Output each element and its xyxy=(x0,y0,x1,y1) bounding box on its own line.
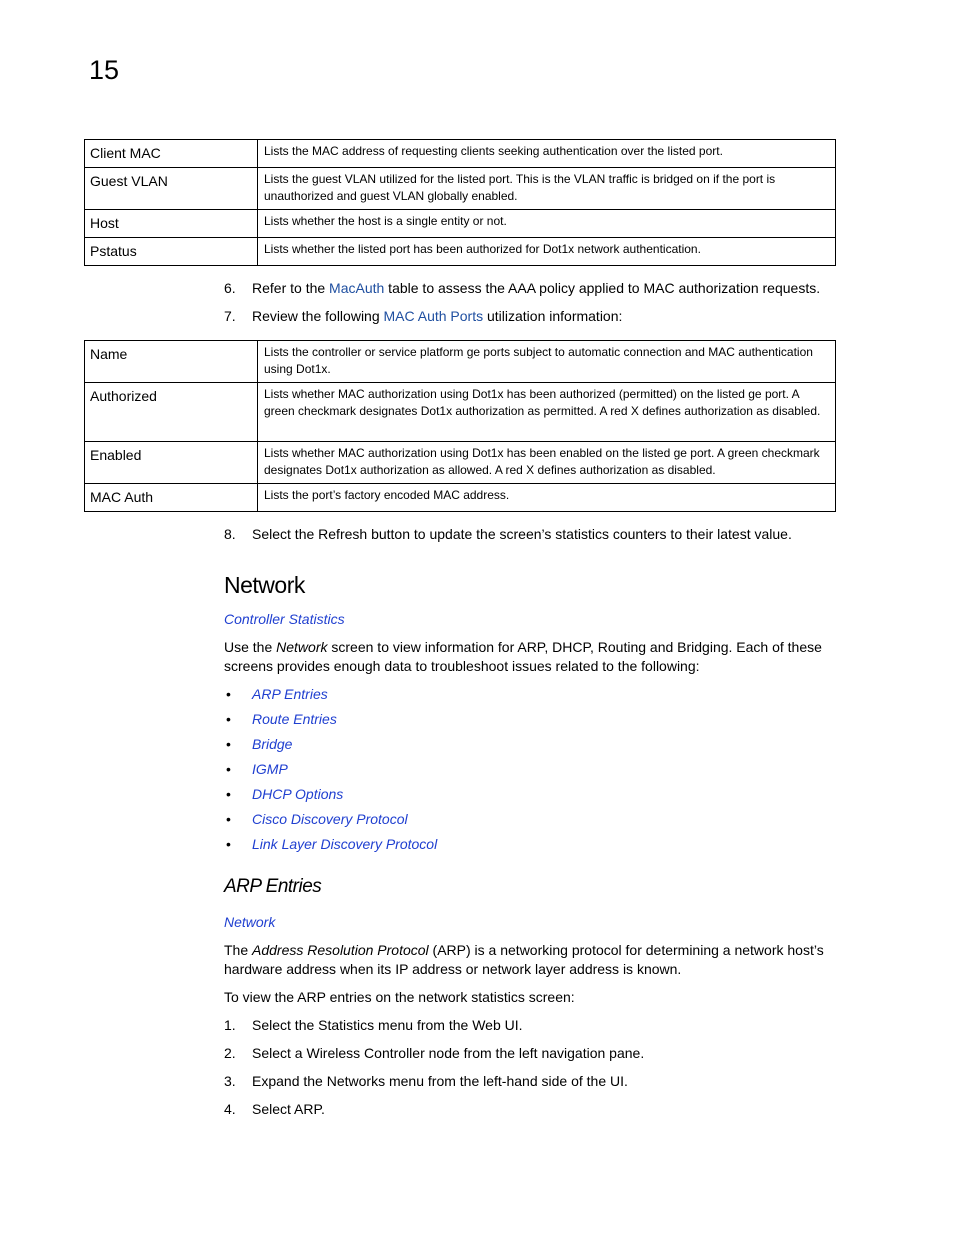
arp-step-1 xyxy=(224,1016,523,1035)
table-description: Lists whether the host is a single entity or not. xyxy=(258,210,836,238)
text-run: Use the xyxy=(224,639,277,655)
mac-auth-ports-link[interactable]: MAC Auth Ports xyxy=(383,308,484,324)
arp-entries-link[interactable]: ARP Entries xyxy=(252,686,328,702)
step-number: 2. xyxy=(224,1045,236,1061)
text-run: (ARP) is a networking protocol for determining a network host’s hardware address when its IP address or network layer address is known. xyxy=(224,942,824,977)
table-term: Host xyxy=(85,210,258,238)
ui-label: Statistics xyxy=(318,1017,375,1033)
port-details-table xyxy=(84,139,836,266)
step-text: Select the xyxy=(252,1017,319,1033)
table-term: Name xyxy=(85,341,258,383)
controller-statistics-link[interactable]: Controller Statistics xyxy=(224,611,345,627)
table-description: Lists whether MAC authorization using Dot1x has been authorized (permitted) on the listed ge port. A green checkmark designates Dot1x authorization as permitted. A red X defines authorization as disabled. xyxy=(258,383,836,442)
route-entries-link[interactable]: Route Entries xyxy=(252,711,337,727)
step-text: button to update the screen’s statistics counters to their latest value. xyxy=(367,526,792,542)
bullet: • xyxy=(226,786,231,802)
link-layer-discovery-protocol-link[interactable]: Link Layer Discovery Protocol xyxy=(252,836,438,852)
step-text: Select the xyxy=(252,526,319,542)
list-item xyxy=(224,760,437,785)
table-term: Client MAC xyxy=(85,140,258,168)
list-item xyxy=(224,735,437,760)
refresh-label: Refresh xyxy=(318,526,368,542)
arp-step-3 xyxy=(224,1072,628,1091)
arp-instruction-paragraph: To view the ARP entries on the network statistics screen: xyxy=(224,989,575,1005)
step-number: 6. xyxy=(224,280,236,296)
ui-label: ARP xyxy=(294,1101,322,1117)
breadcrumb-link xyxy=(224,913,854,932)
table-row xyxy=(85,341,836,383)
igmp-link[interactable]: IGMP xyxy=(252,761,288,777)
table-term: Authorized xyxy=(85,383,258,442)
section-heading-arp-entries: ARP Entries xyxy=(224,876,322,897)
step-7 xyxy=(224,307,622,326)
table-term: MAC Auth xyxy=(85,484,258,512)
macauth-link[interactable]: MacAuth xyxy=(329,280,385,296)
step-text: Refer to the xyxy=(252,280,330,296)
bullet: • xyxy=(226,736,231,752)
step-8 xyxy=(224,525,792,544)
bullet: • xyxy=(226,811,231,827)
table-row xyxy=(85,210,836,238)
cisco-discovery-protocol-link[interactable]: Cisco Discovery Protocol xyxy=(252,811,408,827)
bullet: • xyxy=(226,836,231,852)
arp-intro-paragraph xyxy=(224,941,854,979)
breadcrumb-link xyxy=(224,610,854,629)
table-description: Lists the guest VLAN utilized for the listed port. This is the VLAN traffic is bridged on if the port is unauthorized and guest VLAN globally enabled. xyxy=(258,168,836,210)
table-row xyxy=(85,168,836,210)
table-description: Lists the MAC address of requesting clients seeking authentication over the listed port. xyxy=(258,140,836,168)
step-text: Select xyxy=(252,1101,295,1117)
bullet: • xyxy=(226,761,231,777)
step-text: menu from the left-hand side of the UI. xyxy=(385,1073,628,1089)
list-item xyxy=(224,785,437,810)
table-description: Lists the port’s factory encoded MAC address. xyxy=(258,484,836,512)
list-item xyxy=(224,710,437,735)
ui-label: Wireless Controller xyxy=(306,1045,425,1061)
table-description: Lists the controller or service platform ge ports subject to automatic connection and MAC authentication using Dot1x. xyxy=(258,341,836,383)
mac-auth-ports-table xyxy=(84,340,836,512)
step-6 xyxy=(224,279,820,298)
text-run: screen to view information for ARP, DHCP, Routing and Bridging. Each of these screens provides enough data to troubleshoot issues related to the following: xyxy=(224,639,822,674)
step-number: 1. xyxy=(224,1017,236,1033)
step-text: . xyxy=(321,1101,325,1117)
table-row xyxy=(85,484,836,512)
bullet: • xyxy=(226,686,231,702)
step-text: Expand the xyxy=(252,1073,327,1089)
table-row xyxy=(85,140,836,168)
step-text: table to assess the AAA policy applied to MAC authorization requests. xyxy=(384,280,821,296)
network-link[interactable]: Network xyxy=(224,914,276,930)
table-description: Lists whether the listed port has been authorized for Dot1x network authentication. xyxy=(258,238,836,266)
arp-step-4 xyxy=(224,1100,325,1119)
section-heading-network: Network xyxy=(224,572,305,598)
dhcp-options-link[interactable]: DHCP Options xyxy=(252,786,344,802)
step-text: node from the left navigation pane. xyxy=(424,1045,645,1061)
table-row xyxy=(85,442,836,484)
step-text: utilization information: xyxy=(483,308,623,324)
chapter-number: 15 xyxy=(89,55,120,85)
table-description: Lists whether MAC authorization using Dot1x has been enabled on the listed ge port. A green checkmark designates Dot1x authorization as allowed. A red X defines authorization as disabled. xyxy=(258,442,836,484)
table-row xyxy=(85,238,836,266)
list-item xyxy=(224,835,437,860)
network-intro-paragraph xyxy=(224,638,854,676)
network-topics-list xyxy=(224,685,437,860)
emphasis-text: Network xyxy=(276,639,328,655)
bullet: • xyxy=(226,711,231,727)
bridge-link[interactable]: Bridge xyxy=(252,736,293,752)
table-row xyxy=(85,383,836,442)
step-text: menu from the Web UI. xyxy=(374,1017,523,1033)
step-text: Review the following xyxy=(252,308,384,324)
arp-step-2 xyxy=(224,1044,644,1063)
step-number: 8. xyxy=(224,526,236,542)
table-term: Enabled xyxy=(85,442,258,484)
table-term: Pstatus xyxy=(85,238,258,266)
step-number: 7. xyxy=(224,308,236,324)
text-run: The xyxy=(224,942,253,958)
ui-label: Networks xyxy=(326,1073,386,1089)
list-item xyxy=(224,810,437,835)
step-number: 4. xyxy=(224,1101,236,1117)
emphasis-text: Address Resolution Protocol xyxy=(252,942,429,958)
list-item xyxy=(224,685,437,710)
step-text: Select a xyxy=(252,1045,307,1061)
table-term: Guest VLAN xyxy=(85,168,258,210)
step-number: 3. xyxy=(224,1073,236,1089)
